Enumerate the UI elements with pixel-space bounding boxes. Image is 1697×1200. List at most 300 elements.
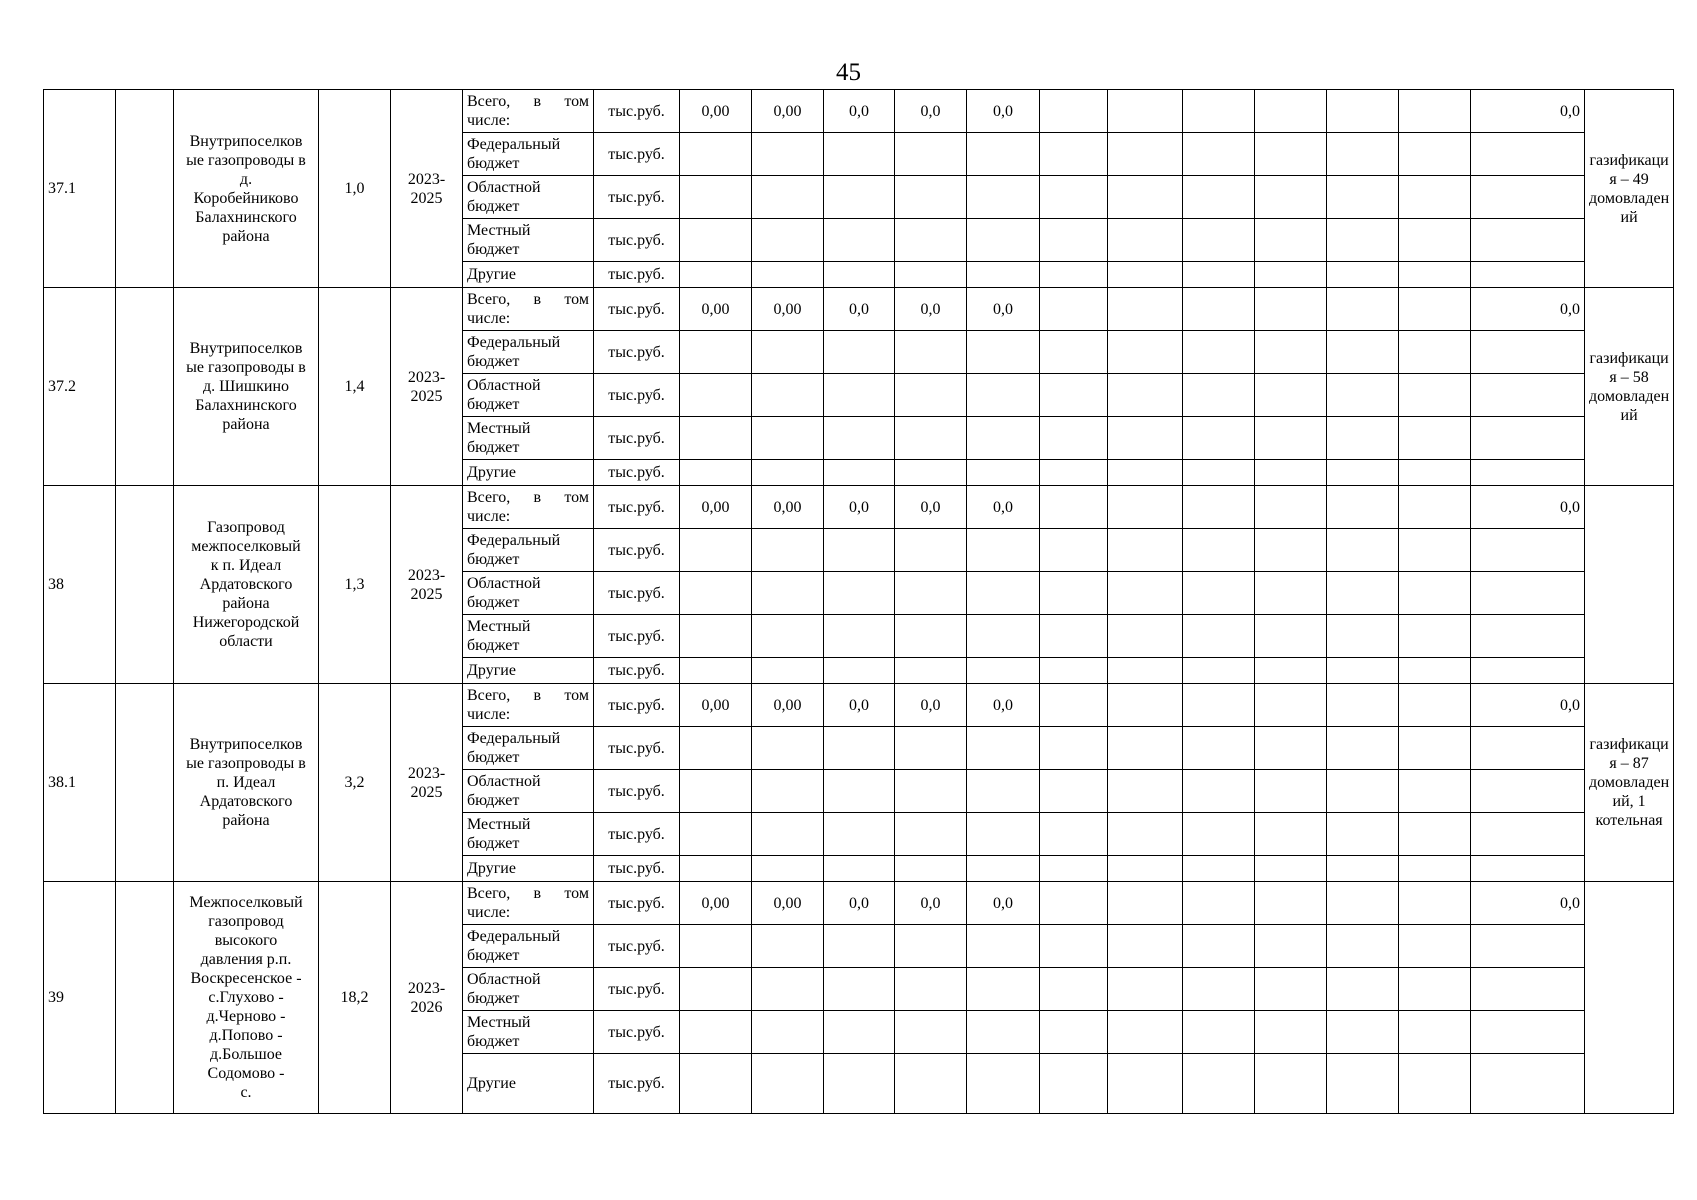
period-line: 2023- [407,368,446,386]
value-cell [1327,658,1399,684]
funding-source-cell [463,133,594,176]
funding-source-cell [463,486,594,529]
value-cell: 0,0 [967,90,1040,133]
value-cell [824,856,895,882]
source-label-word: в [533,291,542,308]
total-value-cell [1471,770,1585,813]
value-cell [895,813,967,856]
length-cell: 1,0 [319,90,391,288]
project-name-line: Воскресенское - [190,970,302,987]
value-cell [752,529,824,572]
value-cell: 0,0 [967,684,1040,727]
value-cell [1255,262,1327,288]
note-cell [1585,288,1674,486]
note-cell [1585,486,1674,684]
value-cell [752,133,824,176]
value-cell [824,968,895,1011]
note-cell [1585,882,1674,1114]
period-line: 2023- [407,566,446,584]
funding-source-cell [463,331,594,374]
value-cell [1108,615,1183,658]
project-name-line: ые газопроводы в [186,755,306,772]
value-cell [1255,856,1327,882]
project-name-line: к п. Идеал [210,557,282,574]
period-line: 2025 [410,585,443,603]
source-label-line: бюджет [467,439,520,456]
value-cell [967,374,1040,417]
value-cell [1040,219,1108,262]
period-cell [391,90,463,288]
unit-cell: тыс.руб. [594,176,680,219]
value-cell [680,1054,752,1114]
value-cell [967,658,1040,684]
total-value-cell [1471,925,1585,968]
source-label-word: Всего, [467,885,511,902]
value-cell [1108,90,1183,133]
table-row [44,684,1674,727]
value-cell [1255,219,1327,262]
unit-cell: тыс.руб. [594,572,680,615]
value-cell [1399,770,1471,813]
source-label-line: Местный [467,618,531,635]
value-cell [1040,1011,1108,1054]
value-cell [680,770,752,813]
source-label-line [467,488,589,507]
value-cell [1040,133,1108,176]
value-cell: 0,0 [895,684,967,727]
total-value-cell: 0,0 [1471,288,1585,331]
value-cell [1255,813,1327,856]
value-cell [1399,615,1471,658]
value-cell [1040,770,1108,813]
value-cell [680,529,752,572]
source-label-line: Другие [467,860,516,877]
source-label-line: Местный [467,420,531,437]
total-value-cell [1471,176,1585,219]
note-line: я – 58 [1609,368,1649,386]
source-label-word: в [533,93,542,110]
total-value-cell [1471,813,1585,856]
project-number-cell: 37.1 [44,90,116,288]
unit-cell: тыс.руб. [594,1011,680,1054]
value-cell [680,331,752,374]
value-cell [1327,529,1399,572]
value-cell [752,374,824,417]
value-cell [1040,968,1108,1011]
value-cell [1040,684,1108,727]
source-label-line: бюджет [467,198,520,215]
value-cell [1183,925,1255,968]
value-cell [1040,658,1108,684]
value-cell [1108,968,1183,1011]
value-cell [1255,1054,1327,1114]
value-cell [1040,417,1108,460]
note-line: я – 87 [1609,755,1649,772]
value-cell: 0,00 [680,90,752,133]
note-line: ий, 1 [1612,793,1646,810]
note-line: домовладен [1589,189,1670,207]
value-cell: 0,0 [824,882,895,925]
total-value-cell [1471,572,1585,615]
unit-cell: тыс.руб. [594,90,680,133]
project-name-line: района [222,416,270,433]
source-label-line: Областной [467,575,541,592]
total-value-cell [1471,968,1585,1011]
value-cell [1399,288,1471,331]
note-line: ий [1620,406,1638,424]
value-cell: 0,0 [824,486,895,529]
project-name-line: области [219,633,273,650]
source-label-line: бюджет [467,594,520,611]
value-cell [1108,925,1183,968]
value-cell [967,417,1040,460]
funding-source-cell [463,1054,594,1114]
project-name-line: с. [240,1084,252,1101]
value-cell [1255,925,1327,968]
value-cell [1399,374,1471,417]
value-cell [680,572,752,615]
unit-cell: тыс.руб. [594,219,680,262]
empty-cell [116,684,174,882]
value-cell [1255,417,1327,460]
project-name-line: ые газопроводы в [186,151,306,169]
source-label-line: Местный [467,222,531,239]
value-cell [895,615,967,658]
value-cell [1040,460,1108,486]
value-cell [895,460,967,486]
funding-source-cell [463,262,594,288]
note-line: газификаци [1589,151,1669,169]
value-cell [895,1011,967,1054]
project-name-line: Межпоселковый [189,894,303,911]
project-number-cell: 39 [44,882,116,1114]
value-cell: 0,00 [752,882,824,925]
value-cell [1183,1054,1255,1114]
source-label-line: числе: [467,706,511,723]
project-name-line: давления р.п. [200,951,292,968]
value-cell [1255,331,1327,374]
value-cell [895,968,967,1011]
value-cell [1255,460,1327,486]
value-cell [1327,882,1399,925]
unit-cell: тыс.руб. [594,417,680,460]
value-cell [752,658,824,684]
value-cell [967,856,1040,882]
value-cell [1399,331,1471,374]
total-value-cell [1471,615,1585,658]
value-cell: 0,00 [752,90,824,133]
value-cell [1108,684,1183,727]
value-cell [1399,262,1471,288]
total-value-cell: 0,0 [1471,90,1585,133]
value-cell [1040,856,1108,882]
source-label-word: том [564,93,589,110]
period-line: 2025 [410,189,443,207]
value-cell: 0,0 [895,288,967,331]
value-cell [1327,684,1399,727]
value-cell [1108,572,1183,615]
value-cell [1327,813,1399,856]
value-cell [1255,176,1327,219]
empty-cell [116,90,174,288]
value-cell [824,813,895,856]
value-cell [1040,262,1108,288]
funding-source-cell [463,615,594,658]
value-cell [752,460,824,486]
value-cell [1255,615,1327,658]
source-label-word: том [564,687,589,704]
funding-source-cell [463,770,594,813]
value-cell [1108,658,1183,684]
source-label-word: Всего, [467,489,511,506]
period-line: 2025 [410,783,443,801]
value-cell [752,615,824,658]
source-label-line: Федеральный [467,136,561,153]
project-name-line: ые газопроводы в [186,359,306,376]
value-cell [967,529,1040,572]
unit-cell: тыс.руб. [594,288,680,331]
value-cell [967,572,1040,615]
unit-cell: тыс.руб. [594,813,680,856]
total-value-cell [1471,856,1585,882]
project-name-line: межпоселковый [191,538,301,555]
period-cell [391,684,463,882]
value-cell [895,262,967,288]
source-label-line: Федеральный [467,730,561,747]
value-cell: 0,0 [824,90,895,133]
funding-source-cell [463,968,594,1011]
unit-cell: тыс.руб. [594,374,680,417]
value-cell [752,770,824,813]
value-cell: 0,0 [967,882,1040,925]
value-cell [1399,460,1471,486]
project-name-line: Газопровод [207,519,285,536]
project-name-line: Балахнинского [195,208,297,226]
value-cell [1108,770,1183,813]
value-cell [1255,288,1327,331]
source-label-line: бюджет [467,947,520,964]
value-cell [1183,460,1255,486]
unit-cell: тыс.руб. [594,968,680,1011]
value-cell [1183,90,1255,133]
value-cell [1399,968,1471,1011]
value-cell [967,331,1040,374]
value-cell [1040,331,1108,374]
funding-source-cell [463,219,594,262]
value-cell: 0,0 [967,486,1040,529]
value-cell [1255,968,1327,1011]
source-label-line: бюджет [467,551,520,568]
value-cell [1327,460,1399,486]
value-cell [1183,331,1255,374]
value-cell [1327,90,1399,133]
project-name-line: д. [239,170,253,188]
value-cell [1327,374,1399,417]
value-cell [1183,176,1255,219]
value-cell [1183,813,1255,856]
value-cell [1108,529,1183,572]
project-name-line: д.Большое [209,1046,282,1063]
value-cell [895,856,967,882]
value-cell [824,460,895,486]
value-cell [1399,219,1471,262]
value-cell [680,925,752,968]
value-cell [1327,1011,1399,1054]
source-label-line: бюджет [467,396,520,413]
value-cell [895,529,967,572]
note-line: газификаци [1589,736,1669,753]
value-cell [824,572,895,615]
total-value-cell [1471,727,1585,770]
value-cell [1327,572,1399,615]
value-cell [824,219,895,262]
unit-cell: тыс.руб. [594,856,680,882]
unit-cell: тыс.руб. [594,925,680,968]
project-name-line: Коробейниково [193,189,299,207]
budget-table [43,89,1674,1114]
value-cell [1108,219,1183,262]
unit-cell: тыс.руб. [594,262,680,288]
value-cell [1040,572,1108,615]
source-label-line: числе: [467,508,511,525]
value-cell [824,925,895,968]
value-cell [680,460,752,486]
value-cell [752,262,824,288]
funding-source-cell [463,813,594,856]
total-value-cell [1471,529,1585,572]
value-cell [1255,882,1327,925]
source-label-line: бюджет [467,990,520,1007]
value-cell [967,968,1040,1011]
source-label-line: бюджет [467,155,520,172]
value-cell [967,1054,1040,1114]
value-cell [752,572,824,615]
value-cell [1399,417,1471,460]
value-cell: 0,0 [895,486,967,529]
value-cell: 0,00 [680,486,752,529]
project-number-cell: 38.1 [44,684,116,882]
value-cell [1183,615,1255,658]
value-cell: 0,0 [824,684,895,727]
note-cell [1585,90,1674,288]
source-label-line: Областной [467,377,541,394]
value-cell [1108,417,1183,460]
value-cell [680,856,752,882]
note-line: я – 49 [1609,170,1649,188]
source-label-line: бюджет [467,749,520,766]
value-cell [1040,727,1108,770]
source-label-line: бюджет [467,241,520,258]
value-cell: 0,00 [680,882,752,925]
source-label-line: Местный [467,816,531,833]
funding-source-cell [463,176,594,219]
value-cell [1108,176,1183,219]
value-cell [824,615,895,658]
funding-source-cell [463,856,594,882]
value-cell [1327,486,1399,529]
funding-source-cell [463,1011,594,1054]
value-cell [680,219,752,262]
value-cell [967,262,1040,288]
value-cell [1327,262,1399,288]
value-cell [1040,288,1108,331]
value-cell [1255,486,1327,529]
value-cell: 0,00 [752,486,824,529]
project-name-line: д. Шишкино [202,378,290,395]
funding-source-cell [463,925,594,968]
value-cell [1108,262,1183,288]
project-name-line: с.Глухово - [208,989,284,1006]
value-cell [1040,529,1108,572]
value-cell [1108,133,1183,176]
source-label-line: Областной [467,773,541,790]
value-cell [1040,486,1108,529]
note-line: домовладен [1589,774,1670,791]
length-cell: 18,2 [319,882,391,1114]
value-cell [895,219,967,262]
value-cell [1108,1054,1183,1114]
value-cell [1399,529,1471,572]
value-cell [680,374,752,417]
value-cell [824,133,895,176]
value-cell [1183,133,1255,176]
value-cell [1327,1054,1399,1114]
source-label-line: Другие [467,1075,516,1092]
value-cell [752,727,824,770]
period-line: 2026 [410,998,443,1016]
value-cell [752,1054,824,1114]
value-cell [895,727,967,770]
funding-source-cell [463,529,594,572]
project-name-line: района [222,227,270,245]
project-name-line: Ардатовского [199,793,293,810]
length-cell: 1,3 [319,486,391,684]
funding-source-cell [463,417,594,460]
value-cell [824,727,895,770]
unit-cell: тыс.руб. [594,529,680,572]
value-cell [1183,288,1255,331]
value-cell [1108,331,1183,374]
value-cell: 0,00 [680,288,752,331]
value-cell [824,374,895,417]
value-cell [1255,133,1327,176]
total-value-cell [1471,658,1585,684]
unit-cell: тыс.руб. [594,727,680,770]
total-value-cell: 0,0 [1471,882,1585,925]
unit-cell: тыс.руб. [594,331,680,374]
value-cell: 0,0 [895,90,967,133]
table-row [44,882,1674,925]
unit-cell: тыс.руб. [594,486,680,529]
value-cell [1108,460,1183,486]
value-cell [1040,882,1108,925]
period-line: 2025 [410,387,443,405]
funding-source-cell [463,882,594,925]
unit-cell: тыс.руб. [594,658,680,684]
total-value-cell [1471,374,1585,417]
project-name-cell [174,684,319,882]
project-name-line: д.Попово - [209,1027,283,1044]
source-label-word: в [533,885,542,902]
value-cell: 0,00 [680,684,752,727]
value-cell [1108,856,1183,882]
value-cell [824,1011,895,1054]
value-cell [752,176,824,219]
project-name-cell [174,486,319,684]
value-cell [1327,770,1399,813]
project-name-line: Ардатовского [199,576,293,593]
table-body [44,90,1674,1114]
